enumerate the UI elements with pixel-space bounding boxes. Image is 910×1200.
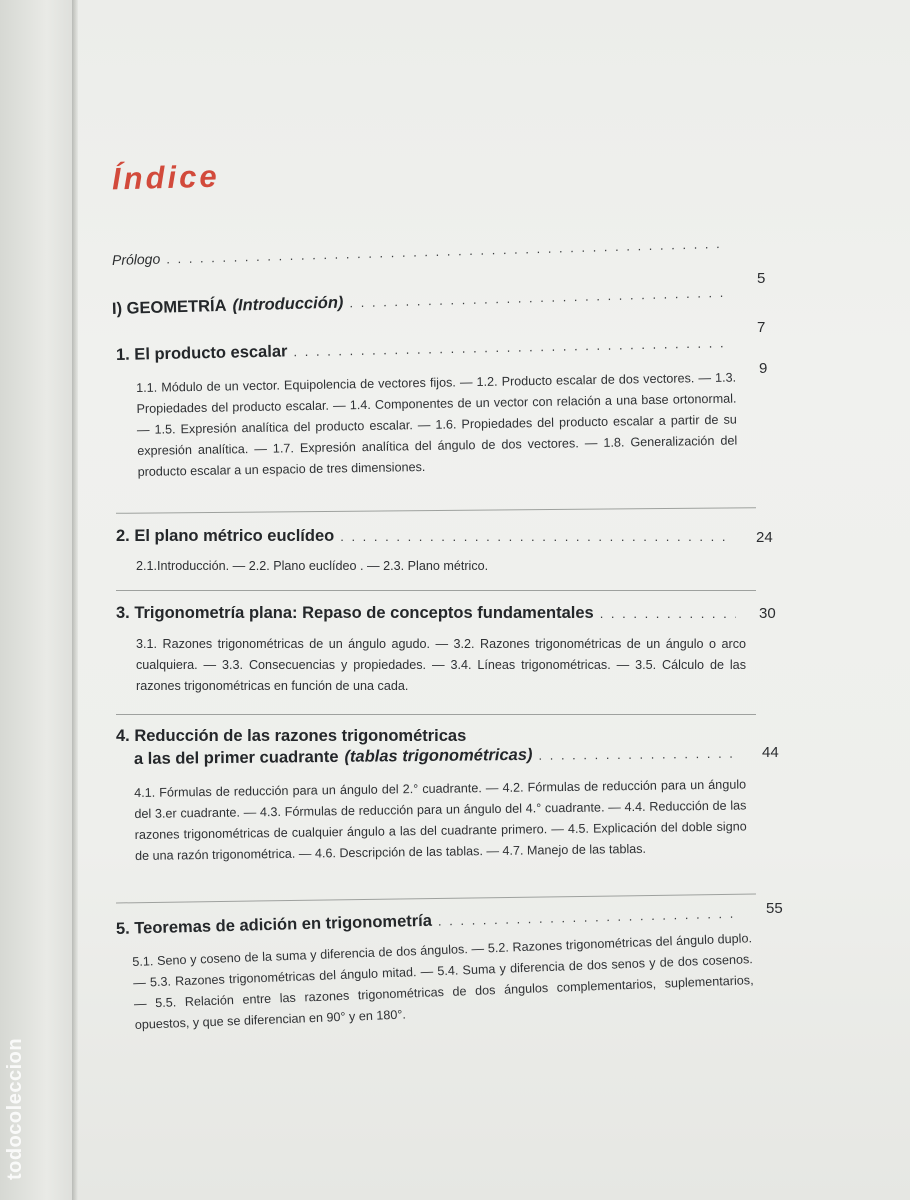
toc-entry-description: 3.1. Razones trigonométricas de un ángulo agudo. — 3.2. Razones trigonométricas de un ángulo o arco cualquiera. — 3.3. Consecuencias y propiedades. — 3.4. Líneas trigonométricas. — 3.5. Cálculo de las razones trigonométricas en función de una cada. (136, 637, 746, 693)
toc-entry-title: 1. El producto escalar (115, 342, 288, 364)
toc-entry-title-continued: a las del primer cuadrante (133, 747, 339, 768)
section-divider (116, 714, 756, 715)
facing-page-margin (0, 0, 78, 1200)
toc-entry-title-italic: (tablas trigonométricas) (344, 745, 533, 766)
index-title: Índice (111, 158, 221, 197)
toc-entry-title: 4. Reducción de las razones trigonométricas (116, 727, 467, 745)
toc-entry-description: 1.1. Módulo de un vector. Equipolencia de vectores fijos. — 1.2. Producto escalar de dos vectores. — 1.3. Propiedades del producto escalar. — 1.4. Componentes de un vector con relación a una base ortonormal. — 1.5. Expresión analítica del producto escalar. — 1.6. Propiedades del producto escalar a partir de su expresión analítica. — 1.7. Expresión analítica del ángulo de dos vectores. — 1.8. Generalización del producto escalar a un espacio de tres dimensiones. (136, 370, 738, 479)
watermark-logo: todocoleccion (4, 1037, 26, 1180)
toc-entry-description: 2.1.Introducción. — 2.2. Plano euclídeo . — 2.3. Plano métrico. (136, 559, 489, 573)
leader-dots (600, 606, 736, 621)
toc-page-number: 44 (762, 744, 779, 761)
toc-page-number: 55 (766, 900, 783, 917)
toc-entry-chapter-3 (116, 604, 736, 623)
leader-dots (538, 746, 736, 763)
toc-entry-title: I) GEOMETRÍA (111, 296, 227, 318)
toc-entry-chapter-2 (116, 527, 732, 546)
toc-entry-description: 5.1. Seno y coseno de la suma y diferencia de dos ángulos. — 5.2. Razones trigonométricas del ángulo duplo. — 5.3. Razones trigonométricas del ángulo mitad. — 5.4. Suma y diferencia de dos senos y de dos cosenos. — 5.5. Relación entre las razones trigonométricas de dos ángulos complementarios, suplementarios, opuestos, y que se diferencian en 90° y en 180°. (132, 931, 754, 1032)
leader-dots (340, 529, 732, 544)
toc-entry-title: 2. El plano métrico euclídeo (116, 527, 335, 545)
toc-entry-title: 5. Teoremas de adición en trigonometría (115, 911, 433, 938)
section-divider (116, 590, 756, 591)
toc-entry-title-italic: (Introducción) (232, 293, 344, 315)
toc-page-number: 30 (759, 605, 776, 622)
toc-page-number: 9 (759, 360, 768, 377)
toc-entry-title: Prólogo (111, 250, 161, 268)
toc-page-number: 7 (757, 319, 766, 336)
toc-entry-description: 4.1. Fórmulas de reducción para un ángulo del 2.° cuadrante. — 4.2. Fórmulas de reducción para un ángulo del 3.er cuadrante. — 4.3. Fórmulas de reducción para un ángulo del 4.° cuadrante. — 4.4. Reducción de las razones trigonométricas de cualquier ángulo a las del cuadrante primero. — 4.5. Explicación del doble signo de una razón trigonométrica. — 4.6. Descripción de las tablas. — 4.7. Manejo de las tablas. (134, 777, 747, 863)
toc-entry-title: 3. Trigonometría plana: Repaso de conceptos fundamentales (116, 604, 594, 622)
toc-entry-chapter-4-line1 (116, 727, 466, 746)
toc-page-number: 24 (756, 529, 773, 546)
toc-page-number: 5 (757, 270, 766, 287)
